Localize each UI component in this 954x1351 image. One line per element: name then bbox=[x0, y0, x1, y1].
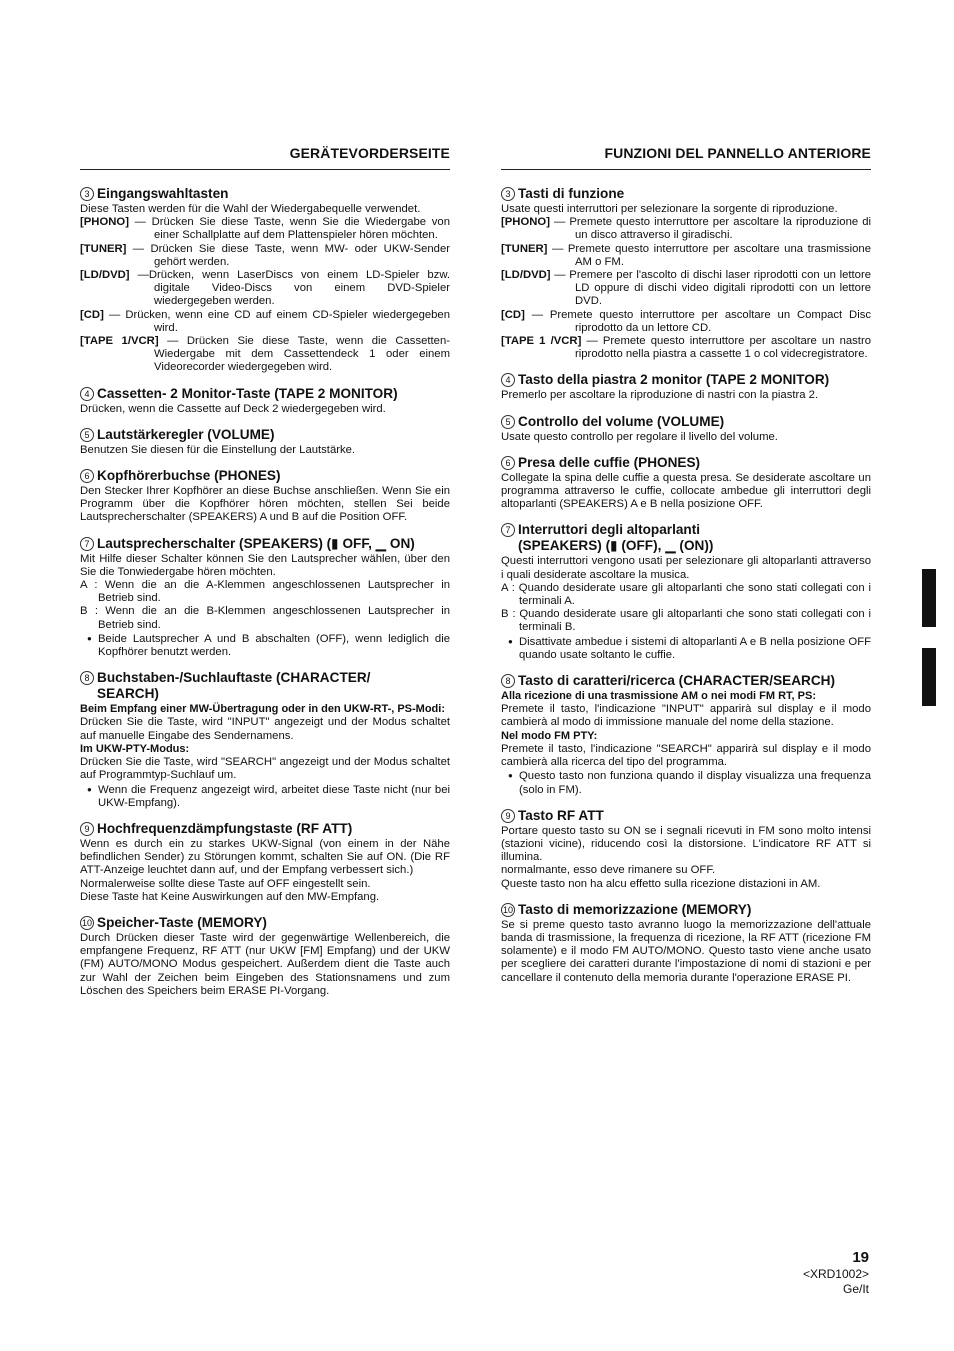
section-text: Normalerweise sollte diese Taste auf OFF eingestellt sein. bbox=[80, 877, 371, 890]
list-item: [PHONO] — Premete questo interruttore per ascoltare la riproduzione di un disco attraverso il giradischi. bbox=[501, 216, 871, 242]
section-volume bbox=[80, 427, 450, 457]
subheading: Beim Empfang einer MW-Übertragung oder in den UKW-RT-, PS-Modi: bbox=[80, 703, 445, 716]
section-heading: Tasto RF ATT bbox=[518, 807, 604, 823]
bullet-note: ● Wenn die Frequenz angezeigt wird, arbeitet diese Taste nicht (nur bei UKW-Empfang). bbox=[80, 783, 450, 810]
section-heading-continued: (SPEAKERS) (▮ (OFF), ▁ (ON)) bbox=[518, 538, 714, 554]
option-a: A : Quando desiderate usare gli altoparlanti che sono stati collegati con i terminali A. bbox=[501, 581, 871, 608]
section-character-search bbox=[501, 673, 871, 797]
section-phones bbox=[80, 468, 450, 525]
number-badge: 7 bbox=[501, 523, 515, 537]
bullet-note: ● Beide Lautsprecher A und B abschalten (OFF), wenn lediglich die Kopfhörer benutzt werden. bbox=[80, 632, 450, 659]
section-speakers bbox=[501, 522, 871, 662]
section-text: Premete il tasto, l'indicazione "SEARCH" apparirà sul display e il modo cambierà alla ricerca del tipo del programma. bbox=[501, 742, 871, 769]
section-text: Usate questi interruttori per selezionare la sorgente di riproduzione. bbox=[501, 203, 838, 215]
subheading: Alla ricezione di una trasmissione AM o nei modi FM RT, PS: bbox=[501, 690, 816, 703]
divider bbox=[501, 169, 871, 170]
number-badge: 4 bbox=[501, 373, 515, 387]
subheading: Nel modo FM PTY: bbox=[501, 729, 598, 742]
language-tab-marker bbox=[922, 569, 936, 627]
column-title: FUNZIONI DEL PANNELLO ANTERIORE bbox=[604, 145, 871, 161]
option-b: B : Quando desiderate usare gli altoparlanti che sono stati collegati con i terminali B. bbox=[501, 608, 871, 634]
subheading: Im UKW-PTY-Modus: bbox=[80, 742, 190, 755]
section-heading: Cassetten- 2 Monitor-Taste (TAPE 2 MONITOR) bbox=[97, 385, 398, 401]
section-text: Premerlo per ascoltare la riproduzione di nastri con la piastra 2. bbox=[501, 389, 819, 402]
section-text: Den Stecker Ihrer Kopfhörer an diese Buchse anschließen. Wenn Sie ein Programm über die Kopfhörer hören möchten, stellen Sei beide Lautsprecherschalter (SPEAKERS) A und B auf die Position OFF. bbox=[80, 485, 450, 524]
section-heading: Kopfhörerbuchse (PHONES) bbox=[97, 468, 281, 484]
section-text: Diese Tasten werden für die Wahl der Wiedergabequelle verwendet. bbox=[80, 203, 421, 215]
column-title: GERÄTEVORDERSEITE bbox=[289, 145, 450, 161]
section-tape2-monitor bbox=[80, 386, 450, 416]
number-badge: 8 bbox=[501, 674, 515, 688]
page-footer bbox=[803, 1248, 869, 1297]
section-text: Drücken Sie die Taste, wird "INPUT" angezeigt und der Modus schaltet auf manuelle Eingabe des Sendernamens. bbox=[80, 716, 450, 742]
section-volume bbox=[501, 414, 871, 444]
number-badge: 9 bbox=[80, 822, 94, 836]
list-item: [TAPE 1 /VCR] — Premete questo interruttore per ascoltare un nastro riprodotto nella piastra a cassette 1 o col videcregistratore. bbox=[501, 335, 871, 361]
section-heading: Tasto di memorizzazione (MEMORY) bbox=[518, 901, 752, 917]
number-badge: 5 bbox=[80, 428, 94, 442]
section-text: Durch Drücken dieser Taste wird der gegenwärtige Wellenbereich, die empfangene Frequenz, RF ATT (nur UKW [FM] Empfang) und der UKW (FM) AUTO/MONO Modus gespeichert. Außerdem dient die Taste auch zur Wahl der Zeichen beim Eingeben des Stationsnamens und zum Löschen des Speichers beim ERASE PI-Vorgang. bbox=[80, 931, 450, 997]
divider bbox=[80, 169, 450, 170]
list-item: [PHONO] — Drücken Sie diese Taste, wenn Sie die Wiedergabe von einer Schallplatte auf dem Plattenspieler hören möchten. bbox=[80, 216, 450, 242]
section-heading: Buchstaben-/Suchlauftaste (CHARACTER/ bbox=[97, 670, 371, 686]
number-badge: 10 bbox=[502, 904, 513, 915]
section-text: Portare questo tasto su ON se i segnali ricevuti in FM sono molto intensi (stazioni vicine), riducendo così la distorsione. L'indicatore RF ATT si illumina. bbox=[501, 824, 871, 864]
section-text: Queste tasto non ha alcu effetto sulla ricezione distazioni in AM. bbox=[501, 877, 821, 890]
section-text: Diese Taste hat Keine Auswirkungen auf den MW-Empfang. bbox=[80, 890, 380, 903]
section-input-selectors bbox=[501, 186, 871, 361]
section-memory bbox=[80, 915, 450, 998]
number-badge: 9 bbox=[501, 809, 515, 823]
section-heading: Tasti di funzione bbox=[518, 186, 625, 201]
number-badge: 10 bbox=[81, 917, 92, 928]
list-item: [LD/DVD] — Premere per l'ascolto di dischi laser riprodotti con un lettore LD oppure di dischi video digitali riprodotti con un lettore DVD. bbox=[501, 269, 871, 308]
section-rf-att bbox=[501, 808, 871, 891]
section-text: Wenn es durch ein zu starkes UKW-Signal (von einem in der Nähe befindlichen Sender) zu Störungen kommt, schalten Sie auf ON. (Die RF ATT-Anzeige leuchtet dann auf, und der Empfang verbessert sich.) bbox=[80, 837, 450, 877]
section-heading: Eingangswahltasten bbox=[97, 186, 229, 201]
list-item: [CD] — Premete questo interruttore per ascoltare un Compact Disc riprodotto da un lettore CD. bbox=[501, 308, 871, 334]
section-heading: Interruttori degli altoparlanti bbox=[518, 522, 701, 538]
section-input-selectors bbox=[80, 186, 450, 375]
number-badge: 3 bbox=[501, 187, 515, 201]
list-item: [CD] — Drücken, wenn eine CD auf einem CD-Spieler wiedergegeben wird. bbox=[80, 308, 450, 334]
section-heading: Lautsprecherschalter (SPEAKERS) (▮ OFF, ▁ ON) bbox=[97, 535, 415, 551]
section-text: Collegate la spina delle cuffie a questa presa. Se desiderate ascoltare un programma attraverso le cuffie, collocate ambedue gli interruttori degli altoparlanti (SPEAKERS) A e B nella posizione OFF. bbox=[501, 471, 871, 511]
document-code: <XRD1002> bbox=[802, 1267, 869, 1281]
section-text: Mit Hilfe dieser Schalter können Sie den Lautsprecher wählen, über den Sie die Tonwiedergabe hören möchten. bbox=[80, 552, 450, 578]
section-text: Questi interruttori vengono usati per selezionare gli altoparlanti attraverso i quali desiderate ascoltare la musica. bbox=[501, 555, 871, 581]
section-tape2-monitor bbox=[501, 372, 871, 402]
number-badge: 4 bbox=[80, 387, 94, 401]
section-text: Se si preme questo tasto avranno luogo la memorizzazione dell'attuale banda di trasmissione, la frequenza di ricezione, la RF ATT (ricezione FM solamente) e il modo FM AUTO/MONO. Questo tasto viene anche usato per scegliere dei caratteri durante l'impostazione di nomi di stazioni e per cancellare il contenuto della memoria durante l'operazione ERASE PI. bbox=[501, 918, 871, 984]
section-text: Drücken, wenn die Cassette auf Deck 2 wiedergegeben wird. bbox=[80, 402, 386, 415]
column-german bbox=[80, 144, 450, 1009]
number-badge: 7 bbox=[80, 537, 94, 551]
number-badge: 8 bbox=[80, 671, 94, 685]
section-heading: Lautstärkeregler (VOLUME) bbox=[97, 426, 275, 442]
section-heading-continued: SEARCH) bbox=[97, 686, 159, 702]
bullet-note: ● Disattivate ambedue i sistemi di altoparlanti A e B nella posizione OFF quando usate soltanto le cuffie. bbox=[501, 635, 871, 662]
section-text: Usate questo controllo per regolare il livello del volume. bbox=[501, 430, 778, 443]
list-item: [TUNER] — Drücken Sie diese Taste, wenn MW- oder UKW-Sender gehört werden. bbox=[80, 242, 450, 268]
section-memory bbox=[501, 902, 871, 985]
number-badge: 3 bbox=[80, 187, 94, 201]
section-text: Premete il tasto, l'indicazione "INPUT" apparirà sul display e il modo cambierà al modo di immissione manuale del nome della stazione. bbox=[501, 703, 871, 729]
list-item: [LD/DVD] —Drücken, wenn LaserDiscs von einem LD-Spieler bzw. digitale Video-Discs von einem DVD-Spieler wiedergegeben werden. bbox=[80, 269, 450, 308]
bullet-note: ● Questo tasto non funziona quando il display visualizza una frequenza (solo in FM). bbox=[501, 769, 871, 796]
list-item: [TUNER] — Premete questo interruttore per ascoltare una trasmissione AM o FM. bbox=[501, 242, 871, 268]
number-badge: 6 bbox=[80, 469, 94, 483]
number-badge: 5 bbox=[501, 415, 515, 429]
page-number: 19 bbox=[852, 1249, 869, 1266]
section-heading: Tasto di caratteri/ricerca (CHARACTER/SEARCH) bbox=[518, 673, 836, 689]
section-heading: Tasto della piastra 2 monitor (TAPE 2 MONITOR) bbox=[518, 372, 830, 388]
section-character-search bbox=[80, 670, 450, 810]
section-phones bbox=[501, 455, 871, 512]
section-heading: Hochfrequenzdämpfungstaste (RF ATT) bbox=[97, 820, 353, 836]
section-text: normalmante, esso deve rimanere su OFF. bbox=[501, 864, 716, 877]
language-code: Ge/It bbox=[842, 1282, 869, 1296]
option-b: B : Wenn die an die B-Klemmen angeschlossenen Lautsprecher in Betrieb sind. bbox=[80, 605, 450, 631]
section-speakers bbox=[80, 536, 450, 660]
option-a: A : Wenn die an die A-Klemmen angeschlossenen Lautsprecher in Betrieb sind. bbox=[80, 579, 450, 605]
section-rf-att bbox=[80, 821, 450, 904]
section-text: Benutzen Sie diesen für die Einstellung der Lautstärke. bbox=[80, 443, 356, 456]
section-heading: Speicher-Taste (MEMORY) bbox=[97, 914, 267, 930]
language-tab-marker bbox=[922, 648, 936, 706]
list-item: [TAPE 1/VCR] — Drücken Sie diese Taste, wenn die Cassetten-Wiedergabe mit dem Cassettendeck 1 oder einem Videorecorder wiedergegeben wird. bbox=[80, 335, 450, 374]
section-text: Drücken Sie die Taste, wird "SEARCH" angezeigt und der Modus schaltet auf Programmtyp-Suchlauf um. bbox=[80, 756, 450, 782]
section-heading: Controllo del volume (VOLUME) bbox=[518, 413, 725, 429]
number-badge: 6 bbox=[501, 456, 515, 470]
section-heading: Presa delle cuffie (PHONES) bbox=[518, 454, 701, 470]
column-italian bbox=[501, 144, 871, 996]
